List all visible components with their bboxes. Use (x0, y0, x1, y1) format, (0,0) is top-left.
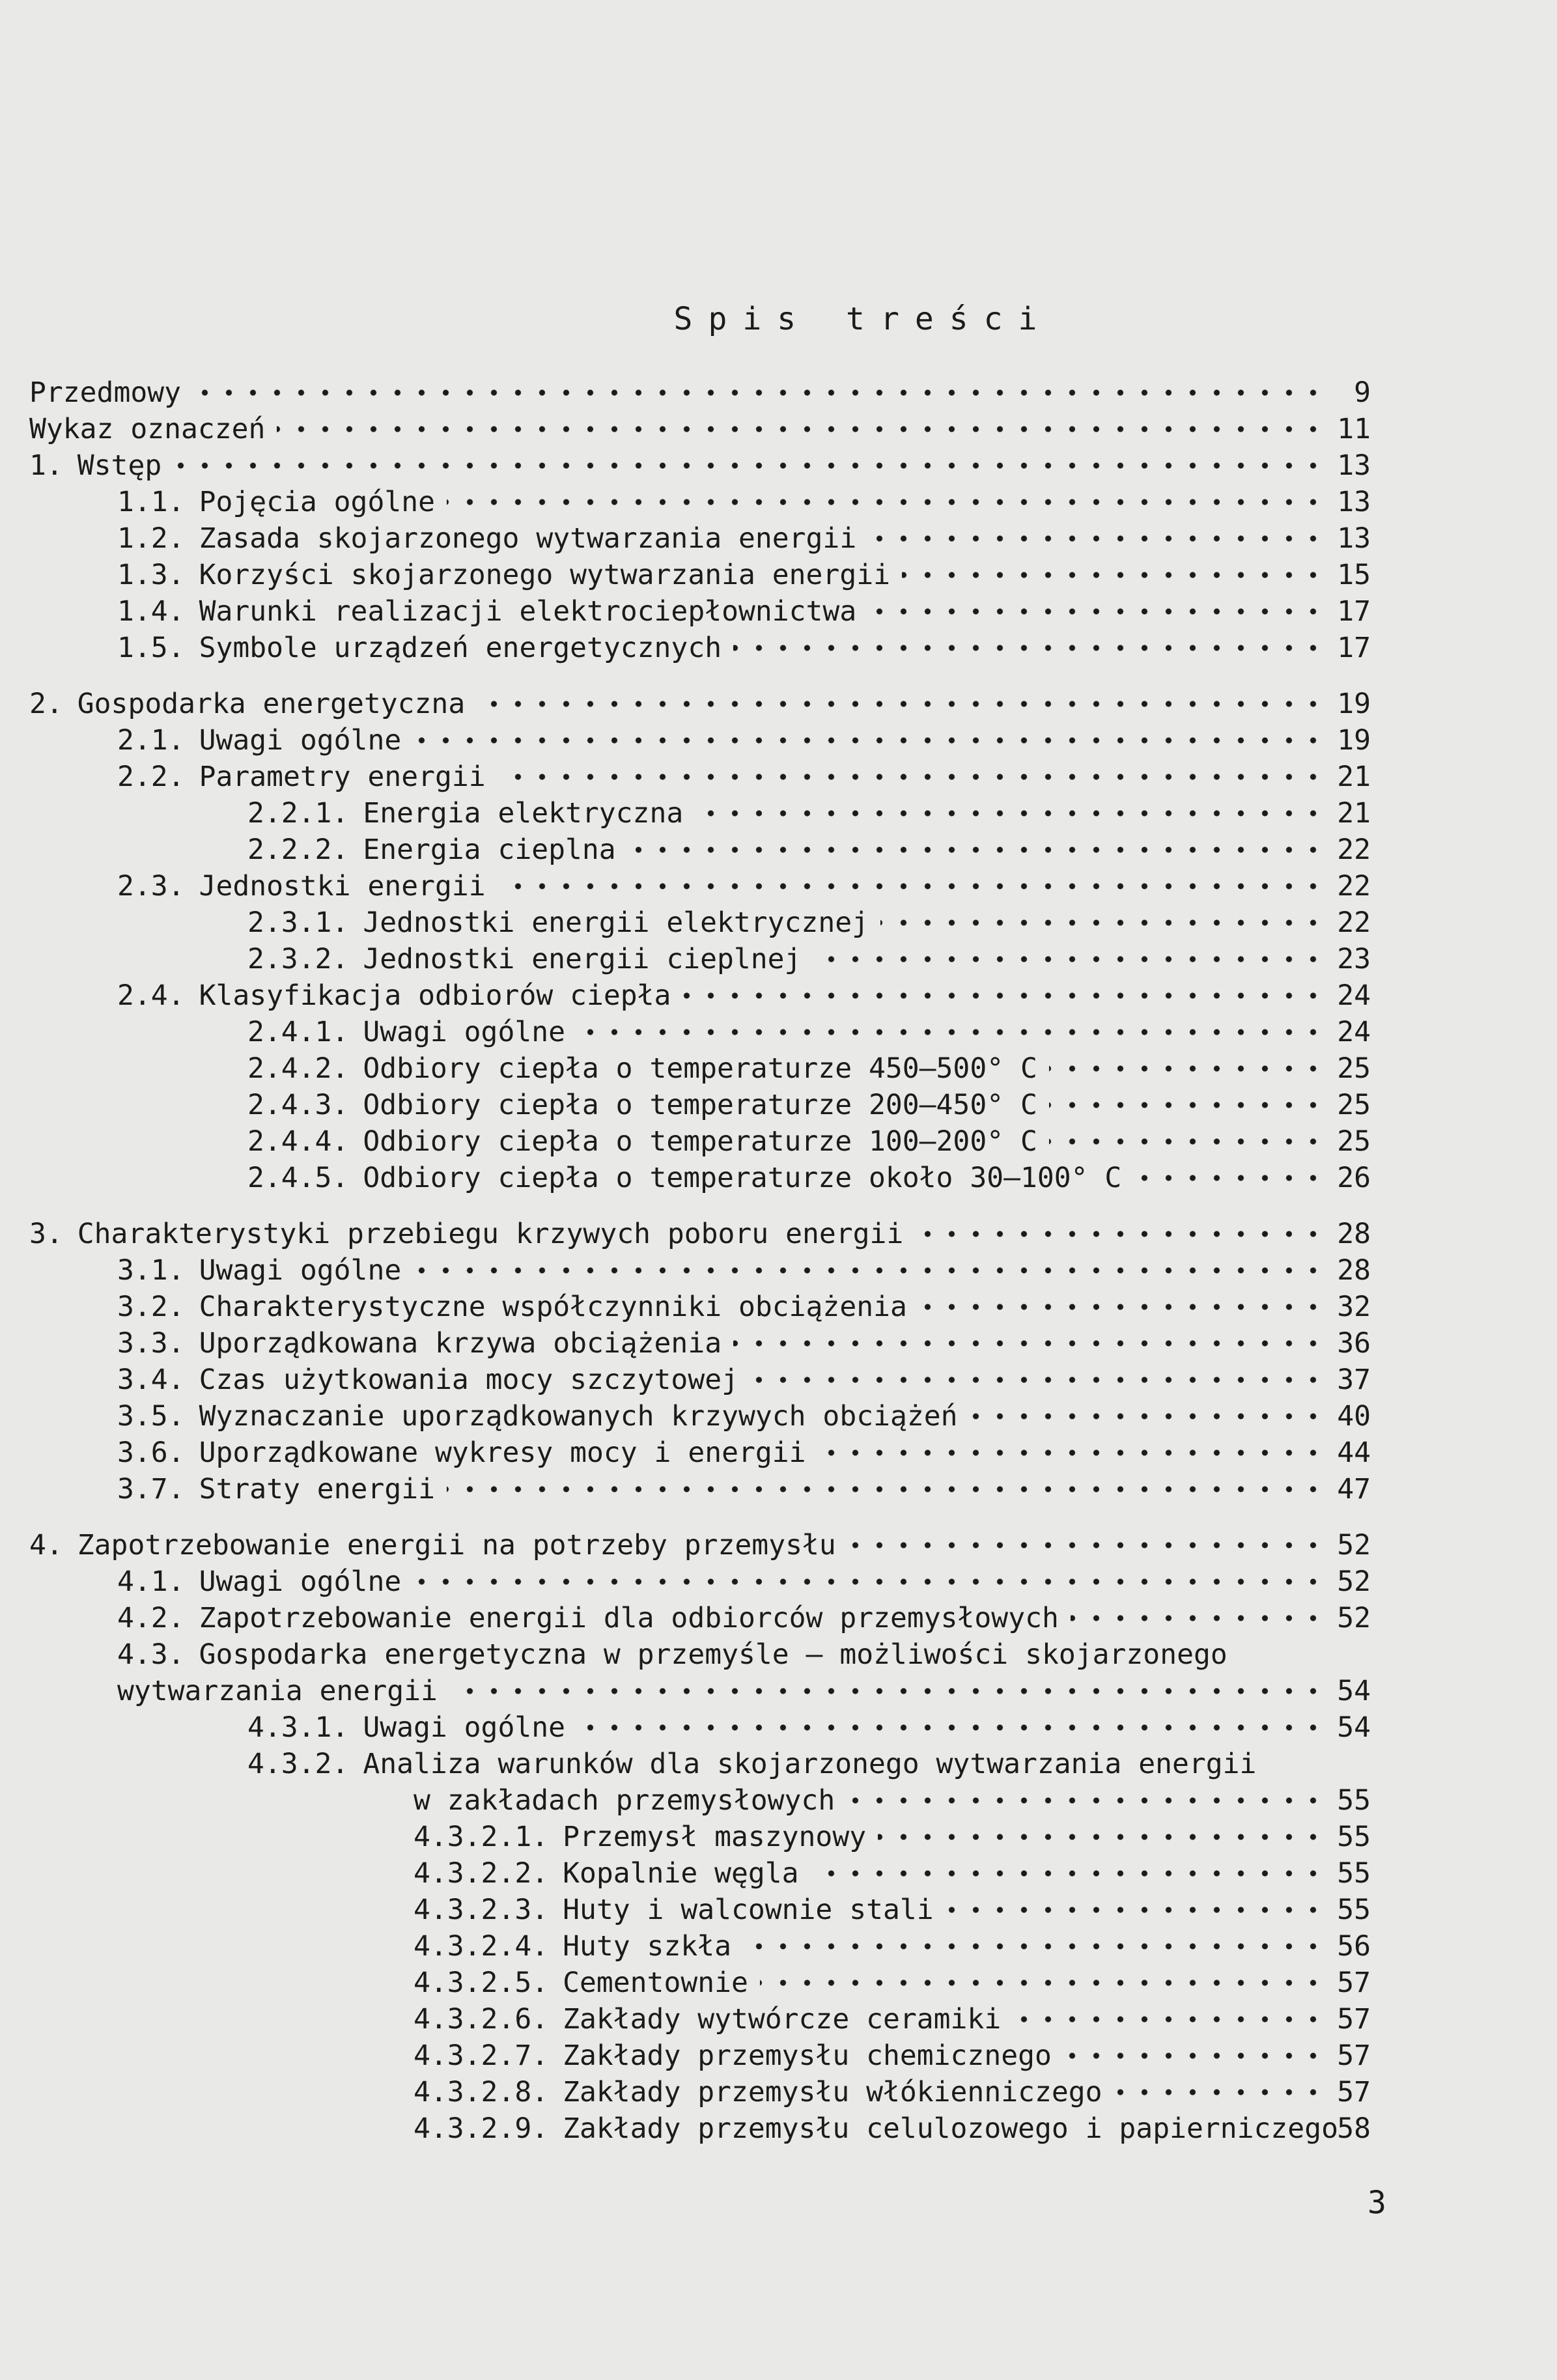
toc-entry-number: 4.3.2. (247, 1748, 349, 1780)
toc-entry-page: 28 (1337, 1218, 1371, 1250)
toc-entry-number: 2.3.2. (247, 943, 349, 975)
toc-entry-number: 4.3.2.3. (414, 1894, 549, 1926)
toc-entry-page: 11 (1337, 413, 1371, 445)
toc-entry-page: 55 (1337, 1784, 1371, 1817)
toc-entry-number: 2.4.2. (247, 1052, 349, 1085)
toc-entry-label: wytwarzania energii (117, 1675, 438, 1707)
toc-entry-number: 4.3.2.5. (414, 1967, 549, 1999)
toc-entry[interactable] (29, 630, 1371, 666)
toc-entry-page: 36 (1337, 1327, 1371, 1360)
toc-entry-page: 55 (1337, 1857, 1371, 1890)
toc-entry-label: Huty szkła (563, 1930, 731, 1963)
toc-entry[interactable] (29, 1471, 1371, 1507)
leader-dots (1049, 1087, 1325, 1123)
toc-entry-title (29, 686, 465, 722)
toc-entry-page: 13 (1337, 449, 1371, 482)
toc-entry-title (117, 1636, 1227, 1673)
leader-dots (868, 520, 1325, 557)
leader-dots (946, 1892, 1325, 1928)
toc-entry-title (117, 593, 856, 630)
toc-entry-title (414, 2037, 1052, 2074)
toc-entry-number: 3.4. (117, 1364, 185, 1396)
leader-dots (447, 1471, 1325, 1507)
toc-entry-page: 19 (1337, 688, 1371, 720)
section-gap (29, 1507, 1371, 1527)
toc-entry[interactable] (29, 686, 1371, 722)
toc-entry-title (29, 1216, 903, 1252)
toc-entry-page: 57 (1337, 1967, 1371, 1999)
toc-entry-page: 57 (1337, 2039, 1371, 2072)
toc-entry[interactable] (29, 1123, 1371, 1160)
toc-entry-page: 13 (1337, 522, 1371, 555)
toc-entry-label: Analiza warunków dla skojarzonego wytwarzania energii (363, 1748, 1257, 1780)
toc-entry[interactable] (29, 1362, 1371, 1398)
toc-entry-number: 1.2. (117, 522, 185, 555)
toc-entry-number: 3.3. (117, 1327, 185, 1360)
toc-entry-label: Odbiory ciepła o temperaturze 100–200° C (363, 1125, 1037, 1158)
toc-entry-number: 2.2.2. (247, 833, 349, 866)
toc-entry[interactable] (29, 832, 1371, 868)
toc-entry-label: Uwagi ogólne (363, 1711, 566, 1744)
toc-entry-number: 2.4.5. (247, 1162, 349, 1194)
toc-entry-number: 1.3. (117, 559, 185, 591)
toc-entry-page: 17 (1337, 595, 1371, 628)
toc-entry-label: Energia elektryczna (363, 797, 684, 830)
leader-dots (1049, 1123, 1325, 1160)
leader-dots (811, 1855, 1325, 1892)
toc-entry-label: Jednostki energii elektrycznej (363, 906, 869, 939)
leader-dots (813, 941, 1325, 977)
toc-entry-number: 1.5. (117, 632, 185, 664)
toc-entry-page: 55 (1337, 1894, 1371, 1926)
toc-entry-label: Symbole urządzeń energetycznych (199, 632, 722, 664)
toc-entry-label: Zakłady przemysłu chemicznego (563, 2039, 1052, 2072)
toc-entry-number: 3.1. (117, 1254, 185, 1287)
toc-entry-number: 4.3.2.2. (414, 1857, 549, 1890)
toc-entry-page: 32 (1337, 1291, 1371, 1323)
table-of-contents (29, 374, 1371, 2147)
toc-entry-page: 55 (1337, 1821, 1371, 1853)
toc-entry[interactable] (29, 1709, 1371, 1746)
leader-dots (818, 1435, 1325, 1471)
toc-entry-label: Korzyści skojarzonego wytwarzania energii (199, 559, 890, 591)
toc-entry-page: 21 (1337, 797, 1371, 830)
toc-entry[interactable] (29, 520, 1371, 557)
toc-entry-label: Wstęp (77, 449, 162, 482)
toc-entry-number: 1.1. (117, 486, 185, 518)
toc-entry[interactable] (29, 1527, 1371, 1563)
toc-entry-title (117, 759, 486, 795)
toc-entry[interactable] (29, 1892, 1371, 1928)
toc-entry[interactable] (29, 1252, 1371, 1289)
toc-entry-label: Zasada skojarzonego wytwarzania energii (199, 522, 857, 555)
toc-entry-number: 3.5. (117, 1400, 185, 1433)
leader-dots (733, 630, 1325, 666)
toc-entry-title (117, 484, 435, 520)
toc-entry-title (117, 722, 401, 759)
toc-entry-title (117, 1362, 738, 1398)
toc-entry[interactable] (29, 795, 1371, 832)
toc-entry-page: 47 (1337, 1473, 1371, 1505)
toc-entry-label: Klasyfikacja odbiorów ciepła (199, 979, 671, 1012)
toc-entry-title (117, 1563, 401, 1600)
toc-entry-number: 3.6. (117, 1436, 185, 1469)
toc-entry-title (247, 1160, 1121, 1196)
toc-entry-title (414, 1782, 835, 1819)
toc-entry-number: 2.1. (117, 724, 185, 757)
toc-entry[interactable] (29, 904, 1371, 941)
leader-dots (477, 686, 1325, 722)
toc-entry[interactable] (29, 2001, 1371, 2037)
toc-entry-page: 28 (1337, 1254, 1371, 1287)
leader-dots (413, 1563, 1325, 1600)
toc-entry-number: 2.2.1. (247, 797, 349, 830)
leader-dots (919, 1289, 1325, 1325)
toc-entry-page: 58 (1337, 2112, 1371, 2145)
toc-entry-number: 4.2. (117, 1602, 185, 1634)
page-title: Spis treści (673, 301, 1053, 337)
toc-entry-title (247, 832, 616, 868)
toc-entry-page: 56 (1337, 1930, 1371, 1963)
leader-dots (880, 904, 1325, 941)
leader-dots (193, 374, 1325, 411)
toc-entry-number: 3.2. (117, 1291, 185, 1323)
toc-entry-title (247, 1014, 565, 1050)
toc-entry[interactable] (29, 1050, 1371, 1087)
toc-entry-number: 2.4.4. (247, 1125, 349, 1158)
toc-entry-label: Charakterystyki przebiegu krzywych poboru energii (77, 1218, 904, 1250)
toc-entry-number: 4.3.2.6. (414, 2003, 549, 2036)
toc-entry-number: 4.3.2.4. (414, 1930, 549, 1963)
leader-dots (1063, 2037, 1325, 2074)
leader-dots (1013, 2001, 1325, 2037)
toc-entry-title (414, 1855, 799, 1892)
toc-entry-label: w zakładach przemysłowych (414, 1784, 835, 1817)
toc-entry-page: 52 (1337, 1565, 1371, 1598)
toc-entry-number: 4.3.1. (247, 1711, 349, 1744)
toc-entry-number: 4.3.2.1. (414, 1821, 549, 1853)
toc-entry-title (414, 2074, 1102, 2110)
toc-entry[interactable] (29, 1600, 1371, 1636)
toc-entry-label: Gospodarka energetyczna (77, 688, 466, 720)
toc-entry-label: Energia cieplna (363, 833, 616, 866)
toc-entry-title (29, 374, 181, 411)
toc-entry-label: Uwagi ogólne (199, 724, 402, 757)
leader-dots (970, 1398, 1325, 1435)
toc-entry-label: Parametry energii (199, 761, 486, 793)
toc-entry[interactable] (29, 1965, 1371, 2001)
toc-entry-label: Uwagi ogólne (363, 1016, 566, 1048)
leader-dots (449, 1673, 1325, 1709)
toc-entry-label: Wyznaczanie uporządkowanych krzywych obciążeń (199, 1400, 958, 1433)
toc-entry-page: 22 (1337, 833, 1371, 866)
toc-entry-page: 57 (1337, 2003, 1371, 2036)
toc-entry-title (117, 557, 890, 593)
toc-entry-label: Odbiory ciepła o temperaturze około 30–100° C (363, 1162, 1122, 1194)
toc-entry-number: 2.4.1. (247, 1016, 349, 1048)
toc-entry[interactable] (29, 374, 1371, 411)
toc-entry[interactable] (29, 2110, 1371, 2147)
toc-entry-page: 26 (1337, 1162, 1371, 1194)
toc-entry-label: Charakterystyczne współczynniki obciążenia (199, 1291, 907, 1323)
leader-dots (277, 411, 1325, 447)
toc-entry-title (247, 1709, 565, 1746)
toc-entry[interactable] (29, 1160, 1371, 1196)
toc-entry-title (117, 520, 856, 557)
toc-entry-title (247, 1746, 1256, 1782)
toc-entry[interactable] (29, 557, 1371, 593)
toc-entry-number: 4.3.2.7. (414, 2039, 549, 2072)
toc-entry[interactable] (29, 977, 1371, 1014)
toc-entry-title (247, 904, 869, 941)
toc-entry-page: 19 (1337, 724, 1371, 757)
section-gap (29, 666, 1371, 686)
toc-entry-number: 2.2. (117, 761, 185, 793)
toc-entry-page: 23 (1337, 943, 1371, 975)
toc-entry-label: Uwagi ogólne (199, 1565, 402, 1598)
toc-entry-title (414, 1892, 934, 1928)
leader-dots (1114, 2074, 1325, 2110)
toc-entry[interactable] (29, 1216, 1371, 1252)
toc-entry-label: Odbiory ciepła o temperaturze 450–500° C (363, 1052, 1037, 1085)
leader-dots (628, 832, 1325, 868)
toc-entry-number: 4.3.2.8. (414, 2076, 549, 2108)
toc-entry-page: 9 (1354, 376, 1371, 409)
toc-entry-title (29, 1527, 836, 1563)
toc-entry-label: Zapotrzebowanie energii na potrzeby przemysłu (77, 1529, 836, 1561)
toc-entry-label: Zakłady wytwórcze ceramiki (563, 2003, 1002, 2036)
toc-entry-title (117, 868, 486, 904)
leader-dots (498, 759, 1325, 795)
toc-entry[interactable] (29, 1398, 1371, 1435)
toc-entry-title (414, 2001, 1001, 2037)
toc-entry-label: Czas użytkowania mocy szczytowej (199, 1364, 738, 1396)
toc-entry[interactable] (29, 1855, 1371, 1892)
toc-entry-title (247, 795, 683, 832)
toc-entry-page: 21 (1337, 761, 1371, 793)
toc-entry-page: 22 (1337, 870, 1371, 903)
toc-entry-label: Zapotrzebowanie energii dla odbiorców przemysłowych (199, 1602, 1059, 1634)
leader-dots (915, 1216, 1325, 1252)
toc-entry-title (29, 411, 265, 447)
toc-entry-label: Straty energii (199, 1473, 435, 1505)
toc-entry-title (247, 941, 801, 977)
toc-entry-number: 2.3.1. (247, 906, 349, 939)
toc-entry-label: Warunki realizacji elektrociepłownictwa (199, 595, 857, 628)
toc-entry-page: 22 (1337, 906, 1371, 939)
leader-dots (1071, 1600, 1325, 1636)
toc-entry-title (117, 1289, 907, 1325)
toc-entry-page: 24 (1337, 979, 1371, 1012)
toc-entry-page: 57 (1337, 2076, 1371, 2108)
toc-entry[interactable] (29, 1087, 1371, 1123)
toc-entry-label: Zakłady przemysłu celulozowego i papierniczego (563, 2112, 1338, 2145)
toc-entry-number: 4.3. (117, 1638, 185, 1671)
toc-entry-label: Przedmowy (29, 376, 181, 409)
toc-entry-title (117, 1471, 435, 1507)
toc-entry-page: 40 (1337, 1400, 1371, 1433)
toc-entry-title (247, 1050, 1037, 1087)
toc-entry[interactable] (29, 1325, 1371, 1362)
toc-entry-page: 25 (1337, 1125, 1371, 1158)
toc-entry-page: 17 (1337, 632, 1371, 664)
leader-dots (760, 1965, 1325, 2001)
toc-entry[interactable] (29, 593, 1371, 630)
toc-entry-number: 1. (29, 449, 63, 482)
toc-entry[interactable] (29, 1014, 1371, 1050)
toc-entry[interactable] (29, 722, 1371, 759)
leader-dots (902, 557, 1325, 593)
toc-entry-page: 37 (1337, 1364, 1371, 1396)
leader-dots (173, 447, 1325, 484)
toc-entry-page: 54 (1337, 1675, 1371, 1707)
toc-entry-number: 4.3.2.9. (414, 2112, 549, 2145)
toc-entry-number: 3.7. (117, 1473, 185, 1505)
leader-dots (847, 1782, 1325, 1819)
toc-entry-page: 15 (1337, 559, 1371, 591)
toc-entry[interactable] (29, 759, 1371, 795)
toc-entry-title (29, 447, 161, 484)
toc-entry-title (414, 2110, 1338, 2147)
toc-entry-number: 1.4. (117, 595, 185, 628)
toc-entry[interactable] (29, 1435, 1371, 1471)
toc-entry[interactable] (29, 447, 1371, 484)
leader-dots (750, 1362, 1325, 1398)
leader-dots (1133, 1160, 1325, 1196)
toc-entry-title (117, 1252, 401, 1289)
toc-entry-label: Jednostki energii cieplnej (363, 943, 802, 975)
toc-entry-title (117, 630, 722, 666)
toc-entry[interactable] (29, 1819, 1371, 1855)
toc-entry[interactable] (29, 1563, 1371, 1600)
toc-entry-number: 3. (29, 1218, 63, 1250)
toc-entry-label: Przemysł maszynowy (563, 1821, 867, 1853)
leader-dots (413, 1252, 1325, 1289)
toc-entry[interactable] (29, 2037, 1371, 2074)
toc-entry-page: 52 (1337, 1529, 1371, 1561)
toc-entry-page: 24 (1337, 1016, 1371, 1048)
toc-entry-label: Zakłady przemysłu włókienniczego (563, 2076, 1102, 2108)
toc-entry-number: 2. (29, 688, 63, 720)
toc-entry-label: Kopalnie węgla (563, 1857, 799, 1890)
toc-entry-label: Odbiory ciepła o temperaturze 200–450° C (363, 1089, 1037, 1121)
page-number: 3 (1368, 2185, 1386, 2221)
toc-entry-title (117, 977, 671, 1014)
toc-entry-number: 4. (29, 1529, 63, 1561)
toc-entry[interactable] (29, 1746, 1371, 1782)
toc-entry[interactable] (29, 1673, 1371, 1709)
toc-entry[interactable] (29, 941, 1371, 977)
toc-entry-title (117, 1435, 806, 1471)
toc-entry[interactable] (29, 868, 1371, 904)
toc-entry-title (117, 1325, 722, 1362)
toc-entry[interactable] (29, 2074, 1371, 2110)
toc-entry-title (247, 1123, 1037, 1160)
toc-entry-title (117, 1398, 958, 1435)
toc-entry[interactable] (29, 484, 1371, 520)
toc-entry-page: 54 (1337, 1711, 1371, 1744)
toc-entry-number: 2.3. (117, 870, 185, 903)
toc-entry-page: 25 (1337, 1052, 1371, 1085)
toc-entry-title (117, 1673, 438, 1709)
leader-dots (695, 795, 1325, 832)
toc-entry-title (414, 1928, 731, 1965)
leader-dots (868, 593, 1325, 630)
toc-entry-number: 4.1. (117, 1565, 185, 1598)
toc-entry-page: 44 (1337, 1436, 1371, 1469)
leader-dots (447, 484, 1325, 520)
leader-dots (848, 1527, 1325, 1563)
toc-entry[interactable] (29, 1289, 1371, 1325)
toc-entry-label: Jednostki energii (199, 870, 486, 903)
toc-entry[interactable] (29, 1636, 1371, 1673)
toc-entry-label: Gospodarka energetyczna w przemyśle – możliwości skojarzonego (199, 1638, 1227, 1671)
leader-dots (743, 1928, 1325, 1965)
leader-dots (1049, 1050, 1325, 1087)
toc-entry[interactable] (29, 1782, 1371, 1819)
leader-dots (878, 1819, 1325, 1855)
toc-entry-title (117, 1600, 1059, 1636)
toc-entry-page: 13 (1337, 486, 1371, 518)
section-gap (29, 1196, 1371, 1216)
toc-entry-label: Pojęcia ogólne (199, 486, 435, 518)
toc-entry-title (414, 1819, 866, 1855)
leader-dots (577, 1709, 1325, 1746)
toc-entry-number: 2.4.3. (247, 1089, 349, 1121)
leader-dots (682, 977, 1325, 1014)
toc-entry-title (247, 1087, 1037, 1123)
leader-dots (413, 722, 1325, 759)
leader-dots (577, 1014, 1325, 1050)
toc-entry-title (414, 1965, 748, 2001)
toc-entry-number: 2.4. (117, 979, 185, 1012)
toc-entry-page: 52 (1337, 1602, 1371, 1634)
toc-entry-label: Uwagi ogólne (199, 1254, 402, 1287)
toc-entry[interactable] (29, 411, 1371, 447)
toc-entry[interactable] (29, 1928, 1371, 1965)
toc-entry-label: Huty i walcownie stali (563, 1894, 934, 1926)
leader-dots (498, 868, 1325, 904)
toc-entry-label: Cementownie (563, 1967, 748, 1999)
leader-dots (733, 1325, 1325, 1362)
toc-entry-page: 25 (1337, 1089, 1371, 1121)
toc-entry-label: Uporządkowana krzywa obciążenia (199, 1327, 722, 1360)
toc-entry-label: Wykaz oznaczeń (29, 413, 266, 445)
toc-entry-label: Uporządkowane wykresy mocy i energii (199, 1436, 806, 1469)
